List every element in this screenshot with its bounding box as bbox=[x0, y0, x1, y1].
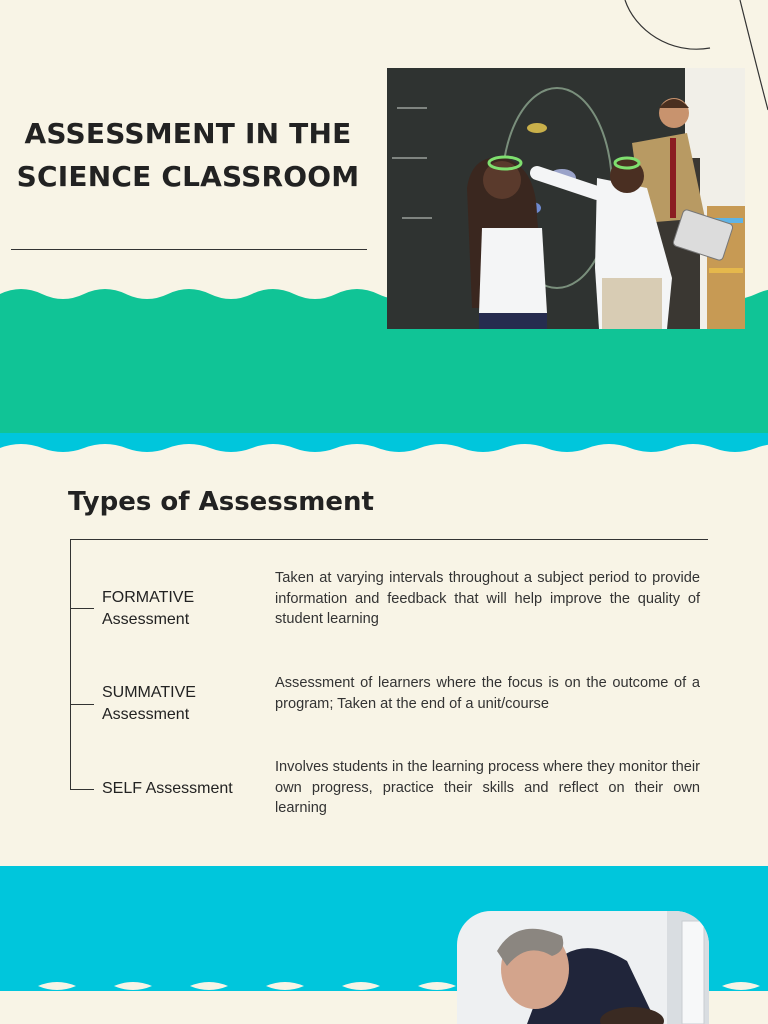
tree-branch-self bbox=[70, 789, 94, 790]
term-formative bbox=[102, 587, 262, 631]
teacher-photo bbox=[457, 911, 709, 1024]
description-summative: Assessment of learners where the focus is on the outcome of a program; Taken at the end of a unit/course bbox=[275, 675, 700, 712]
tree-branch-summative bbox=[70, 704, 94, 705]
description-formative: Taken at varying intervals throughout a subject period to provide information and feedback that will help improve the quality of student learning bbox=[275, 570, 700, 627]
tree-branch-formative bbox=[70, 608, 94, 609]
page-title bbox=[10, 112, 366, 198]
description-self: Involves students in the learning process where they monitor their own progress, practice their skills and reflect on their own learning bbox=[275, 759, 700, 816]
page-title-line-1: ASSESSMENT IN THE bbox=[24, 117, 352, 150]
types-of-assessment-heading: Types of Assessment bbox=[68, 487, 374, 517]
term-summative-line-1: SUMMATIVE bbox=[102, 684, 196, 701]
tree-vertical-line bbox=[70, 539, 71, 790]
classroom-photo bbox=[387, 68, 745, 329]
term-self bbox=[102, 778, 262, 800]
term-summative-line-2: Assessment bbox=[102, 706, 190, 723]
table-top-rule bbox=[70, 539, 708, 540]
term-self-line-1: SELF Assessment bbox=[102, 780, 233, 797]
term-formative-line-1: FORMATIVE bbox=[102, 589, 195, 606]
term-formative-line-2: Assessment bbox=[102, 611, 190, 628]
title-divider bbox=[11, 249, 367, 250]
term-summative bbox=[102, 682, 262, 726]
page-title-line-2: SCIENCE CLASSROOM bbox=[16, 160, 360, 193]
